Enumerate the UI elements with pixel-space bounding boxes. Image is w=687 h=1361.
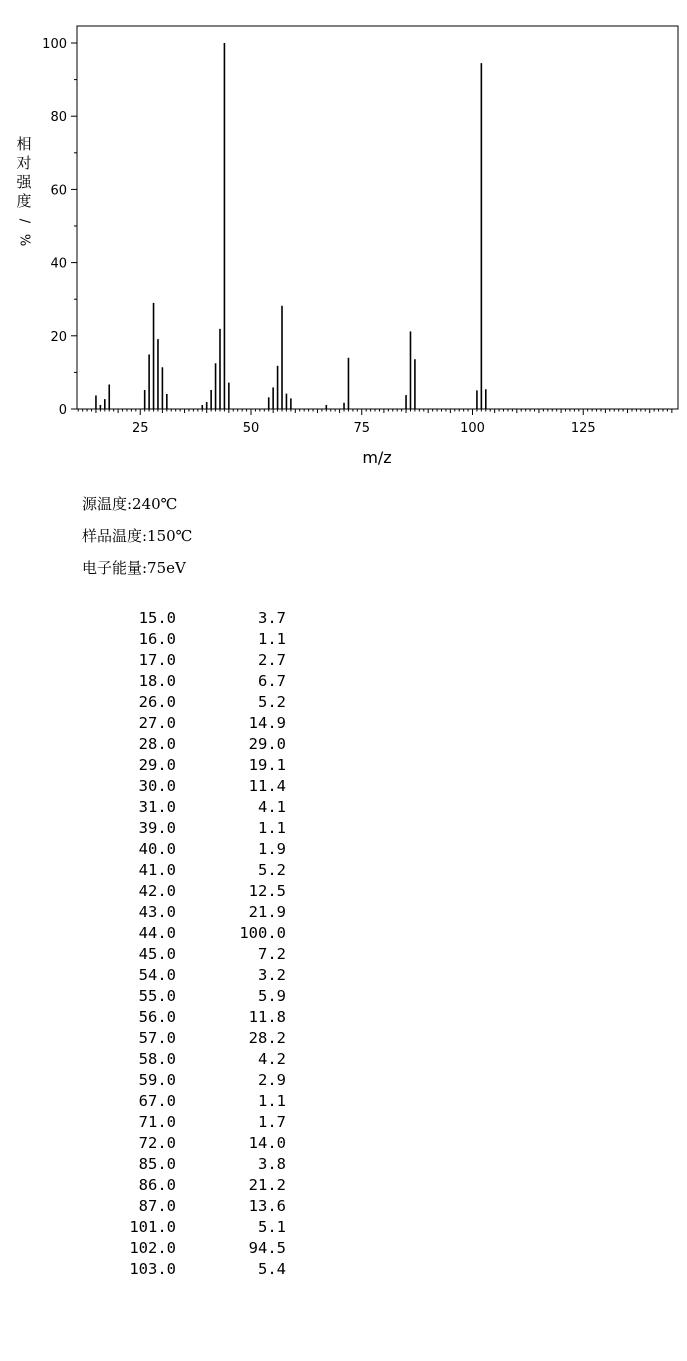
peak-row bbox=[100, 1259, 286, 1280]
y-label-char: 相 bbox=[16, 135, 32, 153]
peak-mz: 101.0 bbox=[129, 1218, 176, 1236]
peak-mz: 28.0 bbox=[138, 735, 176, 753]
peak-row bbox=[100, 902, 286, 923]
peak-mz: 55.0 bbox=[138, 987, 176, 1005]
peak-row bbox=[100, 650, 286, 671]
peak-intensity: 29.0 bbox=[248, 735, 286, 753]
peak-row bbox=[100, 1217, 286, 1238]
x-tick-label: 125 bbox=[570, 421, 596, 436]
peak-intensity: 11.4 bbox=[248, 777, 286, 795]
peak-row bbox=[100, 839, 286, 860]
y-tick-label: 100 bbox=[42, 37, 67, 52]
peak-mz: 54.0 bbox=[138, 966, 176, 984]
peak-mz: 27.0 bbox=[138, 714, 176, 732]
peak-row bbox=[100, 1028, 286, 1049]
peak-row bbox=[100, 881, 286, 902]
peak-row bbox=[100, 1154, 286, 1175]
peak-mz: 85.0 bbox=[138, 1155, 176, 1173]
spectrum-peaks bbox=[96, 43, 486, 409]
mass-spectrum-chart bbox=[0, 0, 687, 480]
y-tick-label: 60 bbox=[50, 183, 67, 199]
peak-row bbox=[100, 797, 286, 818]
peak-mz: 41.0 bbox=[138, 861, 176, 879]
peak-row bbox=[100, 1049, 286, 1070]
y-tick-label: 20 bbox=[50, 329, 67, 345]
peak-intensity: 28.2 bbox=[248, 1029, 286, 1047]
x-tick-label: 25 bbox=[131, 421, 149, 436]
y-axis-ticks bbox=[42, 37, 77, 418]
peak-mz: 72.0 bbox=[138, 1134, 176, 1152]
peak-intensity: 4.1 bbox=[258, 798, 286, 816]
peak-intensity: 14.9 bbox=[248, 714, 286, 732]
peak-mz: 43.0 bbox=[138, 903, 176, 921]
peak-row bbox=[100, 1070, 286, 1091]
peak-intensity: 3.8 bbox=[258, 1155, 286, 1173]
peak-mz: 31.0 bbox=[138, 798, 176, 816]
peak-intensity: 6.7 bbox=[258, 672, 286, 690]
peak-row bbox=[100, 1133, 286, 1154]
peak-mz: 16.0 bbox=[138, 630, 176, 648]
peak-mz: 67.0 bbox=[138, 1092, 176, 1110]
y-tick-label: 80 bbox=[50, 110, 67, 126]
y-axis-label bbox=[16, 135, 32, 246]
peak-row bbox=[100, 629, 286, 650]
peak-mz: 39.0 bbox=[138, 819, 176, 837]
peak-intensity: 3.7 bbox=[258, 609, 286, 627]
source-temperature: 源温度:240℃ bbox=[82, 495, 178, 513]
peak-row bbox=[100, 1091, 286, 1112]
peak-intensity: 1.7 bbox=[258, 1113, 286, 1131]
peak-mz: 102.0 bbox=[129, 1239, 176, 1257]
peak-mz: 87.0 bbox=[138, 1197, 176, 1215]
peak-row bbox=[100, 965, 286, 986]
peak-mz: 29.0 bbox=[138, 756, 176, 774]
peak-mz: 103.0 bbox=[129, 1260, 176, 1278]
peak-row bbox=[100, 692, 286, 713]
peak-intensity: 2.9 bbox=[258, 1071, 286, 1089]
x-axis-label: m/z bbox=[362, 448, 392, 467]
peak-mz: 40.0 bbox=[138, 840, 176, 858]
peak-mz: 45.0 bbox=[138, 945, 176, 963]
peak-row bbox=[100, 944, 286, 965]
peak-intensity: 3.2 bbox=[258, 966, 286, 984]
peak-row bbox=[100, 755, 286, 776]
peak-row bbox=[100, 986, 286, 1007]
peak-intensity: 12.5 bbox=[248, 882, 286, 900]
peak-intensity: 7.2 bbox=[258, 945, 286, 963]
y-tick-label: 0 bbox=[58, 403, 67, 418]
peak-intensity: 1.1 bbox=[258, 1092, 286, 1110]
plot-frame bbox=[77, 26, 678, 409]
peak-intensity: 21.9 bbox=[248, 903, 286, 921]
peak-mz: 44.0 bbox=[138, 924, 176, 942]
peak-intensity: 5.4 bbox=[258, 1260, 286, 1278]
x-tick-label: 75 bbox=[353, 421, 371, 436]
peak-row bbox=[100, 818, 286, 839]
peak-intensity: 2.7 bbox=[258, 651, 286, 669]
peak-mz: 15.0 bbox=[138, 609, 176, 627]
peak-mz: 17.0 bbox=[138, 651, 176, 669]
peak-mz: 58.0 bbox=[138, 1050, 176, 1068]
peak-intensity: 5.9 bbox=[258, 987, 286, 1005]
y-label-char: % bbox=[16, 233, 32, 247]
y-label-char: 度 bbox=[16, 192, 32, 210]
peak-row bbox=[100, 776, 286, 797]
peak-row bbox=[100, 713, 286, 734]
acquisition-conditions bbox=[82, 492, 192, 588]
peak-intensity: 13.6 bbox=[248, 1197, 286, 1215]
sample-temperature: 样品温度:150℃ bbox=[82, 527, 193, 545]
peak-row bbox=[100, 1112, 286, 1133]
x-tick-label: 100 bbox=[460, 421, 485, 436]
peak-mz: 56.0 bbox=[138, 1008, 176, 1026]
peak-row bbox=[100, 671, 286, 692]
peak-row bbox=[100, 860, 286, 881]
x-axis-ticks bbox=[78, 409, 672, 436]
y-label-char: / bbox=[16, 218, 32, 224]
y-tick-label: 40 bbox=[50, 256, 67, 272]
peak-intensity: 94.5 bbox=[248, 1239, 286, 1257]
peak-intensity: 100.0 bbox=[239, 924, 286, 942]
peak-mz: 26.0 bbox=[138, 693, 176, 711]
y-label-char: 对 bbox=[16, 154, 32, 172]
peak-row bbox=[100, 1196, 286, 1217]
peak-intensity: 1.1 bbox=[258, 630, 286, 648]
peak-mz: 86.0 bbox=[138, 1176, 176, 1194]
peak-mz: 18.0 bbox=[138, 672, 176, 690]
peak-intensity: 5.2 bbox=[258, 861, 286, 879]
peak-row bbox=[100, 734, 286, 755]
peak-intensity: 5.1 bbox=[258, 1218, 286, 1236]
peak-table bbox=[100, 608, 286, 1280]
peak-intensity: 21.2 bbox=[248, 1176, 286, 1194]
peak-row bbox=[100, 1175, 286, 1196]
peak-row bbox=[100, 608, 286, 629]
peak-intensity: 11.8 bbox=[248, 1008, 286, 1026]
peak-mz: 71.0 bbox=[138, 1113, 176, 1131]
peak-mz: 59.0 bbox=[138, 1071, 176, 1089]
peak-intensity: 19.1 bbox=[248, 756, 286, 774]
peak-mz: 42.0 bbox=[138, 882, 176, 900]
peak-intensity: 4.2 bbox=[258, 1050, 286, 1068]
peak-mz: 57.0 bbox=[138, 1029, 176, 1047]
y-label-char: 强 bbox=[16, 173, 32, 191]
electron-energy: 电子能量:75eV bbox=[82, 559, 186, 577]
peak-row bbox=[100, 1238, 286, 1259]
peak-mz: 30.0 bbox=[138, 777, 176, 795]
peak-intensity: 14.0 bbox=[248, 1134, 286, 1152]
peak-row bbox=[100, 1007, 286, 1028]
peak-intensity: 1.1 bbox=[258, 819, 286, 837]
peak-intensity: 5.2 bbox=[258, 693, 286, 711]
peak-row bbox=[100, 923, 286, 944]
x-tick-label: 50 bbox=[242, 421, 260, 436]
peak-intensity: 1.9 bbox=[258, 840, 286, 858]
